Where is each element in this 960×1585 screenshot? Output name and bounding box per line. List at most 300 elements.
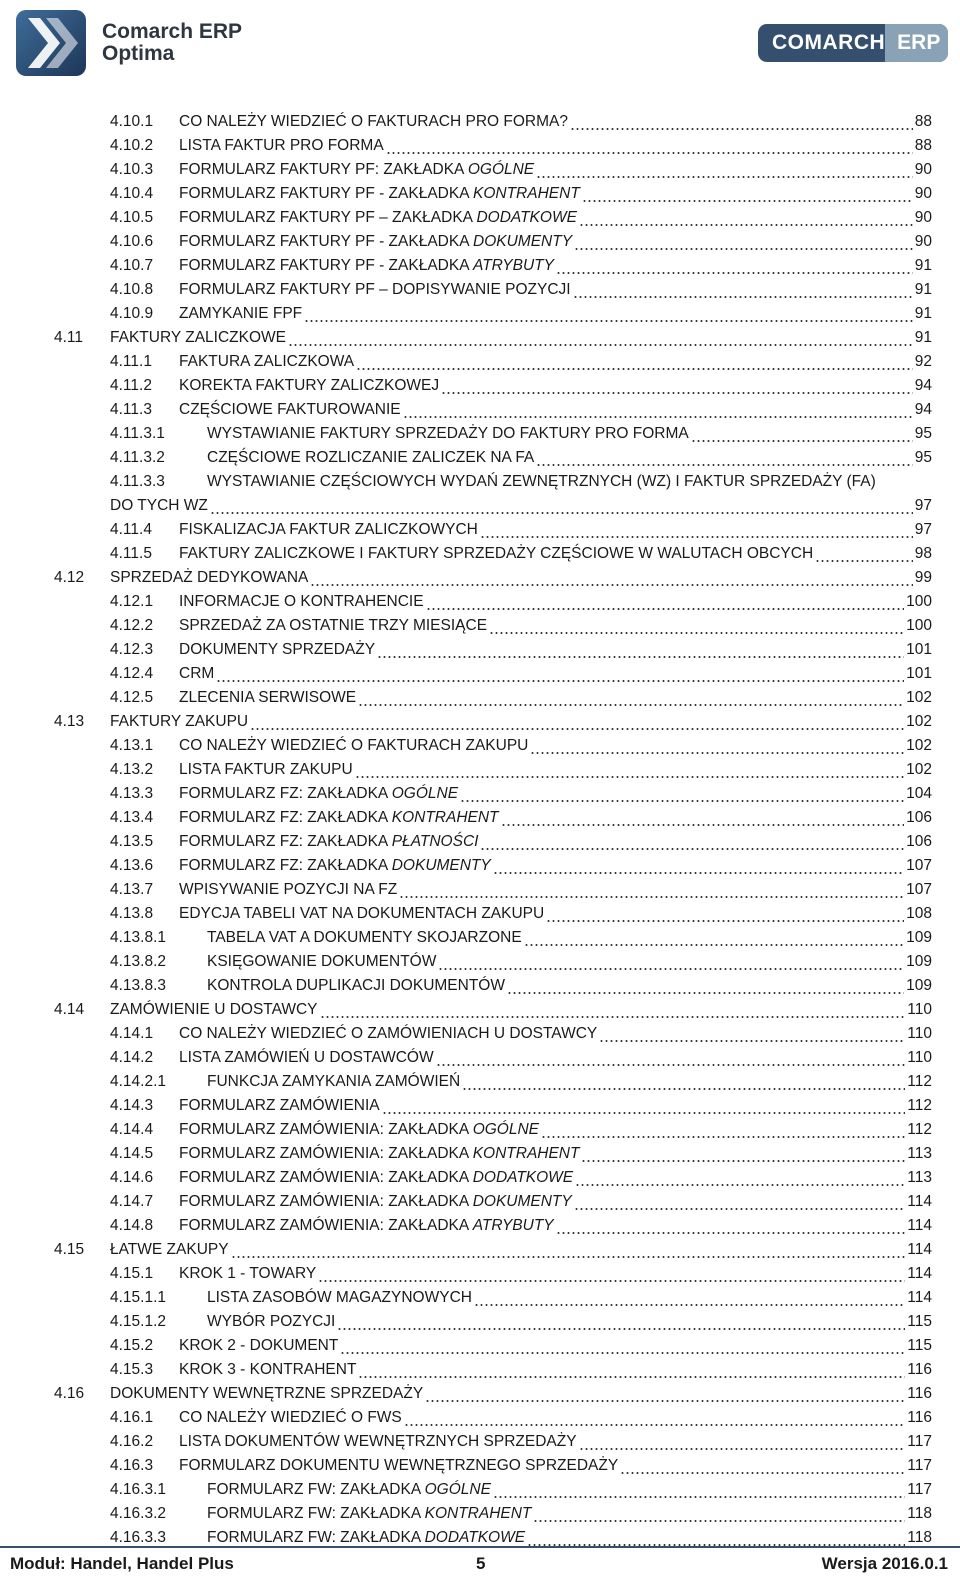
toc-entry-title: [207, 974, 505, 998]
toc-entry-title-text: KROK 3 - KONTRAHENT: [179, 1361, 357, 1378]
toc-entry-number: 4.10.2: [110, 137, 154, 154]
footer-module: Moduł: Handel, Handel Plus: [10, 1554, 234, 1573]
toc-entry[interactable]: [0, 1382, 960, 1406]
toc-entry-number: 4.10.4: [110, 185, 154, 202]
toc-entry-page: 109: [906, 929, 932, 946]
toc-entry-number: 4.11.4: [110, 521, 152, 538]
toc-entry[interactable]: [0, 374, 960, 398]
toc-entry-page: 114: [907, 1193, 932, 1210]
toc-entry-page: 100: [906, 617, 932, 634]
toc-entry-page: 107: [906, 881, 932, 898]
toc-entry-title: [179, 758, 353, 782]
toc-entry-number: 4.12.5: [110, 689, 154, 706]
toc-entry-title: [207, 1478, 491, 1502]
toc-dot-leader: [524, 926, 904, 950]
toc-entry-page: 114: [907, 1217, 932, 1234]
toc-entry-title-text: FORMULARZ FZ: ZAKŁADKA: [179, 809, 392, 826]
toc-entry-title-italic: KONTRAHENT: [424, 1505, 532, 1522]
toc-entry-title: [207, 446, 534, 470]
toc-entry[interactable]: [0, 1406, 960, 1430]
toc-entry[interactable]: [0, 398, 960, 422]
toc-entry-title-text: FORMULARZ ZAMÓWIENIA: ZAKŁADKA: [179, 1121, 473, 1138]
toc-dot-leader: [579, 1430, 906, 1454]
toc-dot-leader: [288, 326, 913, 350]
toc-entry-title: [179, 302, 302, 326]
toc-entry-title-text: FORMULARZ FZ: ZAKŁADKA: [179, 857, 392, 874]
toc-entry-title-text: FORMULARZ FAKTURY PF - ZAKŁADKA: [179, 233, 473, 250]
toc-entry-number: 4.12.2: [110, 617, 154, 634]
toc-entry-page: 107: [906, 857, 932, 874]
toc-entry-title: [179, 1454, 618, 1478]
toc-entry-number: 4.15.3: [110, 1361, 154, 1378]
toc-entry-number: 4.14.2.1: [110, 1073, 167, 1090]
toc-entry-number: 4.16.3.1: [110, 1481, 167, 1498]
toc-entry-number: 4.14: [54, 1001, 85, 1018]
toc-entry-page: 113: [907, 1145, 932, 1162]
toc-entry-title-text: DOKUMENTY WEWNĘTRZNE SPRZEDAŻY: [110, 1385, 424, 1402]
footer-page-number: 5: [476, 1554, 486, 1573]
toc-dot-leader: [556, 1214, 906, 1238]
page-header: [0, 0, 960, 90]
toc-entry-page: 90: [914, 233, 932, 250]
toc-entry-page: 95: [914, 425, 932, 442]
toc-entry[interactable]: [0, 806, 960, 830]
toc-dot-leader: [358, 686, 904, 710]
toc-entry-title-text: FORMULARZ DOKUMENTU WEWNĘTRZNEGO SPRZEDAŻY: [179, 1457, 619, 1474]
toc-entry-number: 4.13.8: [110, 905, 154, 922]
toc-entry-title-text: CO NALEŻY WIEDZIEĆ O FAKTURACH PRO FORMA?: [179, 113, 568, 130]
toc-entry-title-text: KSIĘGOWANIE DOKUMENTÓW: [207, 953, 437, 970]
toc-entry-title-text: CO NALEŻY WIEDZIEĆ O FWS: [179, 1409, 402, 1426]
toc-dot-leader: [320, 998, 906, 1022]
toc-dot-leader: [541, 1118, 905, 1142]
toc-entry-title: [179, 1022, 597, 1046]
toc-entry-title: [179, 1046, 434, 1070]
toc-entry-page: 110: [907, 1001, 932, 1018]
toc-entry[interactable]: [0, 1022, 960, 1046]
toc-entry[interactable]: [0, 494, 960, 518]
toc-entry-page: 92: [914, 353, 932, 370]
toc-entry-number: 4.13.1: [110, 737, 154, 754]
toc-entry-title: [110, 710, 248, 734]
toc-entry-page: 109: [906, 953, 932, 970]
toc-entry-page: 115: [907, 1313, 932, 1330]
toc-entry-title: [179, 1406, 402, 1430]
toc-entry-page: 94: [914, 401, 932, 418]
toc-entry-number: 4.14.2: [110, 1049, 154, 1066]
toc-entry-page: 118: [907, 1505, 932, 1522]
toc-dot-leader: [579, 206, 913, 230]
toc-entry-title-text: FORMULARZ FW: ZAKŁADKA: [207, 1481, 425, 1498]
toc-entry-number: 4.16.3: [110, 1457, 154, 1474]
toc-entry-title-text: FORMULARZ FW: ZAKŁADKA: [207, 1529, 425, 1546]
toc-entry-title: [179, 1118, 539, 1142]
toc-entry-number: 4.11.2: [110, 377, 152, 394]
toc-entry-title-text: WYSTAWIANIE CZĘŚCIOWYCH WYDAŃ ZEWNĘTRZNYCH (WZ) I FAKTUR SPRZEDAŻY (FA): [207, 473, 876, 490]
toc-dot-leader: [536, 446, 912, 470]
page-footer: [0, 1546, 960, 1585]
toc-entry[interactable]: [0, 878, 960, 902]
toc-entry-title-text: FORMULARZ FZ: ZAKŁADKA: [179, 833, 392, 850]
toc-entry[interactable]: [0, 638, 960, 662]
toc-entry[interactable]: [0, 1190, 960, 1214]
toc-entry-title-text: FORMULARZ ZAMÓWIENIA: ZAKŁADKA: [179, 1193, 473, 1210]
toc-entry[interactable]: [0, 182, 960, 206]
toc-entry-title: [110, 1382, 423, 1406]
toc-entry-number: 4.16.3.3: [110, 1529, 167, 1546]
toc-entry-page: 114: [907, 1289, 932, 1306]
toc-entry[interactable]: [0, 1094, 960, 1118]
toc-entry[interactable]: [0, 1478, 960, 1502]
toc-entry-number: 4.14.4: [110, 1121, 154, 1138]
toc-entry-number: 4.12.3: [110, 641, 154, 658]
toc-entry-title-text: CZĘŚCIOWE ROZLICZANIE ZALICZEK NA FA: [207, 449, 535, 466]
toc-entry-page: 108: [906, 905, 932, 922]
toc-entry-title-text: FORMULARZ ZAMÓWIENIA: [179, 1097, 380, 1114]
toc-entry-title-text: ŁATWE ZAKUPY: [110, 1241, 229, 1258]
toc-entry-number: 4.16.1: [110, 1409, 154, 1426]
toc-entry-title-text: ZAMYKANIE FPF: [179, 305, 303, 322]
toc-entry[interactable]: [0, 1334, 960, 1358]
toc-entry-title: [179, 854, 491, 878]
toc-entry-page: 116: [907, 1385, 932, 1402]
toc-dot-leader: [462, 1070, 905, 1094]
toc-entry-page: 91: [914, 257, 932, 274]
toc-entry-title-italic: OGÓLNE: [472, 1121, 540, 1138]
toc-entry-title: [179, 686, 356, 710]
toc-entry-number: 4.14.7: [110, 1193, 154, 1210]
toc-dot-leader: [582, 182, 913, 206]
toc-entry-title: [179, 350, 354, 374]
toc-entry-title-italic: OGÓLNE: [467, 161, 535, 178]
toc-entry-number: 4.13.7: [110, 881, 154, 898]
toc-entry-page: 116: [907, 1361, 932, 1378]
toc-entry-title-text: CO NALEŻY WIEDZIEĆ O ZAMÓWIENIACH U DOSTAWCY: [179, 1025, 598, 1042]
toc-entry-number: 4.11.3.2: [110, 449, 165, 466]
toc-entry-title-italic: KONTRAHENT: [391, 809, 499, 826]
toc-entry[interactable]: [0, 1118, 960, 1142]
comarch-erp-optima-logo: [14, 8, 242, 78]
toc-entry-number: 4.10.9: [110, 305, 154, 322]
toc-dot-leader: [441, 374, 913, 398]
toc-entry-title: [207, 470, 876, 494]
toc-entry-title-text: DO TYCH WZ: [110, 497, 208, 514]
toc-entry[interactable]: [0, 662, 960, 686]
toc-entry-title-text: FORMULARZ FAKTURY PF - ZAKŁADKA: [179, 257, 473, 274]
toc-entry-page: 104: [906, 785, 932, 802]
toc-entry-page: 99: [914, 569, 932, 586]
toc-entry-number: 4.13.5: [110, 833, 154, 850]
toc-entry[interactable]: [0, 1286, 960, 1310]
toc-entry-title-italic: KONTRAHENT: [472, 1145, 580, 1162]
toc-entry[interactable]: [0, 758, 960, 782]
toc-dot-leader: [403, 398, 913, 422]
toc-dot-leader: [250, 710, 904, 734]
toc-entry-page: 90: [914, 185, 932, 202]
toc-entry-title: [179, 1214, 554, 1238]
toc-entry[interactable]: [0, 854, 960, 878]
toc-entry-title-text: FORMULARZ ZAMÓWIENIA: ZAKŁADKA: [179, 1169, 473, 1186]
toc-entry-title-text: FAKTURY ZAKUPU: [110, 713, 249, 730]
toc-entry-number: 4.13: [54, 713, 85, 730]
toc-entry[interactable]: [0, 902, 960, 926]
toc-entry[interactable]: [0, 542, 960, 566]
toc-entry[interactable]: [0, 1046, 960, 1070]
toc-entry-title-text: LISTA DOKUMENTÓW WEWNĘTRZNYCH SPRZEDAŻY: [179, 1433, 577, 1450]
toc-entry-title-text: LISTA ZAMÓWIEŃ U DOSTAWCÓW: [179, 1049, 434, 1066]
brand-name: COMARCH: [772, 31, 886, 54]
toc-entry[interactable]: [0, 1358, 960, 1382]
toc-entry-number: 4.14.8: [110, 1217, 154, 1234]
toc-entry-number: 4.10.8: [110, 281, 154, 298]
toc-entry-title-italic: DODATKOWE: [472, 1169, 574, 1186]
toc-entry-number: 4.13.3: [110, 785, 154, 802]
toc-entry-number: 4.10.3: [110, 161, 154, 178]
toc-dot-leader: [404, 1406, 906, 1430]
toc-entry-number: 4.11.3.1: [110, 425, 165, 442]
toc-entry-number: 4.16.2: [110, 1433, 154, 1450]
toc-entry-title-text: CZĘŚCIOWE FAKTUROWANIE: [179, 401, 401, 418]
toc-entry-title: [179, 590, 424, 614]
toc-entry-number: 4.13.4: [110, 809, 154, 826]
toc-entry-title-italic: OGÓLNE: [391, 785, 459, 802]
toc-entry-title-text: EDYCJA TABELI VAT NA DOKUMENTACH ZAKUPU: [179, 905, 545, 922]
logo-line-2: Optima: [102, 42, 175, 65]
toc-entry-page: 117: [907, 1433, 932, 1450]
toc-dot-leader: [489, 614, 904, 638]
toc-entry-title: [179, 110, 568, 134]
toc-entry-page: 94: [914, 377, 932, 394]
toc-dot-leader: [480, 518, 913, 542]
toc-entry-title-italic: OGÓLNE: [424, 1481, 491, 1498]
toc-entry-title-text: FORMULARZ FAKTURY PF – DOPISYWANIE POZYCJI: [179, 281, 571, 298]
toc-entry-number: 4.10.5: [110, 209, 154, 226]
toc-entry[interactable]: [0, 1310, 960, 1334]
toc-entry-title: [179, 254, 554, 278]
toc-entry[interactable]: [0, 278, 960, 302]
toc-entry-page: 117: [907, 1457, 932, 1474]
toc-entry-title: [179, 398, 401, 422]
toc-dot-leader: [304, 302, 913, 326]
toc-dot-leader: [426, 590, 905, 614]
toc-entry[interactable]: [0, 1166, 960, 1190]
toc-entry-number: 4.13.8.2: [110, 953, 167, 970]
toc-entry-page: 114: [907, 1265, 932, 1282]
toc-dot-leader: [436, 1046, 906, 1070]
toc-entry[interactable]: [0, 110, 960, 134]
toc-entry-number: 4.16.3.2: [110, 1505, 167, 1522]
toc-entry-title-text: FORMULARZ FAKTURY PF - ZAKŁADKA: [179, 185, 473, 202]
toc-entry-page: 112: [907, 1121, 932, 1138]
toc-entry-title-italic: ATRYBUTY: [472, 1217, 554, 1234]
toc-entry-page: 91: [914, 305, 932, 322]
toc-entry-title-text: FAKTURY ZALICZKOWE: [110, 329, 286, 346]
toc-entry-title: [179, 1166, 573, 1190]
toc-entry-number: 4.13.8.1: [110, 929, 167, 946]
toc-entry-page: 118: [907, 1529, 932, 1546]
toc-dot-leader: [501, 806, 905, 830]
toc-entry[interactable]: [0, 1262, 960, 1286]
toc-entry-title-text: FISKALIZACJA FAKTUR ZALICZKOWYCH: [179, 521, 478, 538]
toc-dot-leader: [358, 1358, 905, 1382]
toc-entry[interactable]: [0, 350, 960, 374]
toc-entry-page: 102: [906, 713, 932, 730]
toc-entry[interactable]: [0, 422, 960, 446]
comarch-erp-badge: [758, 24, 948, 62]
toc-entry-number: 4.14.1: [110, 1025, 154, 1042]
toc-entry-page: 109: [906, 977, 932, 994]
toc-entry[interactable]: [0, 206, 960, 230]
toc-entry[interactable]: [0, 710, 960, 734]
toc-entry-page: 97: [914, 497, 932, 514]
toc-entry[interactable]: [0, 1214, 960, 1238]
toc-entry-page: 102: [906, 689, 932, 706]
toc-entry-title-text: SPRZEDAŻ ZA OSTATNIE TRZY MIESIĄCE: [179, 617, 488, 634]
toc-entry-number: 4.14.5: [110, 1145, 154, 1162]
toc-entry-title-text: LISTA FAKTUR PRO FORMA: [179, 137, 384, 154]
toc-dot-leader: [438, 950, 904, 974]
toc-entry[interactable]: [0, 302, 960, 326]
toc-entry[interactable]: [0, 254, 960, 278]
toc-entry[interactable]: [0, 782, 960, 806]
toc-entry-number: 4.12: [54, 569, 85, 586]
toc-entry[interactable]: [0, 926, 960, 950]
toc-entry-title-italic: PŁATNOŚCI: [391, 833, 479, 850]
toc-entry-title: [179, 542, 813, 566]
toc-entry-title: [207, 1310, 335, 1334]
toc-entry-number: 4.15.1: [110, 1265, 154, 1282]
toc-entry-number: 4.16: [54, 1385, 85, 1402]
toc-entry-page: 115: [907, 1337, 932, 1354]
toc-entry-title-text: FORMULARZ ZAMÓWIENIA: ZAKŁADKA: [179, 1145, 473, 1162]
toc-entry-title-text: FORMULARZ ZAMÓWIENIA: ZAKŁADKA: [179, 1217, 473, 1234]
toc-entry-page: 102: [906, 737, 932, 754]
toc-entry-title: [179, 158, 534, 182]
toc-entry[interactable]: [0, 686, 960, 710]
toc-entry-number: 4.13.8.3: [110, 977, 167, 994]
toc-entry-title: [179, 206, 577, 230]
toc-entry-page: 88: [914, 137, 932, 154]
toc-dot-leader: [574, 230, 913, 254]
table-of-contents: [0, 110, 960, 1550]
toc-entry[interactable]: [0, 614, 960, 638]
toc-entry-page: 106: [906, 809, 932, 826]
toc-entry-title-text: KONTROLA DUPLIKACJI DOKUMENTÓW: [207, 977, 505, 994]
toc-entry-page: 101: [906, 665, 932, 682]
toc-entry-title: [110, 998, 318, 1022]
toc-entry[interactable]: [0, 158, 960, 182]
toc-entry-number: 4.10.1: [110, 113, 154, 130]
toc-dot-leader: [231, 1238, 906, 1262]
toc-entry[interactable]: [0, 1238, 960, 1262]
toc-entry-title: [179, 638, 375, 662]
toc-entry[interactable]: [0, 470, 960, 494]
toc-entry[interactable]: [0, 830, 960, 854]
toc-dot-leader: [210, 494, 913, 518]
toc-dot-leader: [399, 878, 904, 902]
toc-entry-title-italic: DOKUMENTY: [472, 1193, 572, 1210]
toc-entry-number: 4.11.3.3: [110, 473, 165, 490]
footer-version: Wersja 2016.0.1: [821, 1554, 948, 1573]
toc-entry-title: [179, 1334, 338, 1358]
toc-entry-page: 106: [906, 833, 932, 850]
toc-entry-number: 4.11.3: [110, 401, 152, 418]
toc-entry[interactable]: [0, 1430, 960, 1454]
toc-entry[interactable]: [0, 326, 960, 350]
toc-entry-page: 101: [906, 641, 932, 658]
toc-entry[interactable]: [0, 446, 960, 470]
toc-entry[interactable]: [0, 518, 960, 542]
toc-entry-number: 4.14.3: [110, 1097, 154, 1114]
toc-entry-number: 4.10.7: [110, 257, 154, 274]
toc-entry-number: 4.11: [54, 329, 84, 346]
toc-entry-page: 90: [914, 209, 932, 226]
toc-entry[interactable]: [0, 1142, 960, 1166]
toc-entry-title-text: WPISYWANIE POZYCJI NA FZ: [179, 881, 398, 898]
toc-entry-title: [179, 278, 571, 302]
toc-entry-title-text: FORMULARZ FAKTURY PF – ZAKŁADKA: [179, 209, 477, 226]
toc-entry-title: [179, 878, 397, 902]
toc-entry-title-text: WYBÓR POZYCJI: [207, 1313, 336, 1330]
toc-entry[interactable]: [0, 590, 960, 614]
toc-entry-title: [179, 1430, 577, 1454]
toc-dot-leader: [216, 662, 904, 686]
toc-dot-leader: [377, 638, 904, 662]
toc-entry[interactable]: [0, 974, 960, 998]
toc-entry[interactable]: [0, 734, 960, 758]
toc-entry[interactable]: [0, 1070, 960, 1094]
toc-entry[interactable]: [0, 1502, 960, 1526]
toc-entry[interactable]: [0, 134, 960, 158]
toc-entry-title: [110, 494, 208, 518]
toc-entry[interactable]: [0, 1454, 960, 1478]
toc-entry[interactable]: [0, 230, 960, 254]
toc-entry-title: [179, 1094, 380, 1118]
toc-dot-leader: [337, 1310, 905, 1334]
toc-entry-title-text: WYSTAWIANIE FAKTURY SPRZEDAŻY DO FAKTURY PRO FORMA: [207, 425, 689, 442]
toc-entry-title-text: KROK 2 - DOKUMENT: [179, 1337, 339, 1354]
toc-dot-leader: [355, 758, 904, 782]
toc-entry-title-text: FAKTURA ZALICZKOWA: [179, 353, 355, 370]
toc-entry[interactable]: [0, 566, 960, 590]
toc-entry-title-text: LISTA ZASOBÓW MAGAZYNOWYCH: [207, 1289, 472, 1306]
toc-entry-number: 4.15.2: [110, 1337, 154, 1354]
toc-dot-leader: [474, 1286, 905, 1310]
toc-entry-title-text: FORMULARZ FW: ZAKŁADKA: [207, 1505, 425, 1522]
toc-entry-title-text: FORMULARZ FZ: ZAKŁADKA: [179, 785, 392, 802]
toc-entry-page: 102: [906, 761, 932, 778]
toc-entry[interactable]: [0, 998, 960, 1022]
toc-entry-title-text: INFORMACJE O KONTRAHENCIE: [179, 593, 424, 610]
toc-entry-title: [179, 518, 478, 542]
toc-entry-page: 116: [907, 1409, 932, 1426]
toc-entry-title-text: FORMULARZ FAKTURY PF: ZAKŁADKA: [179, 161, 468, 178]
toc-entry-page: 98: [914, 545, 932, 562]
toc-dot-leader: [310, 566, 912, 590]
toc-dot-leader: [536, 158, 913, 182]
toc-entry-page: 88: [914, 113, 932, 130]
toc-entry-number: 4.12.1: [110, 593, 154, 610]
toc-entry-title-text: CO NALEŻY WIEDZIEĆ O FAKTURACH ZAKUPU: [179, 737, 529, 754]
toc-dot-leader: [480, 830, 904, 854]
toc-entry-title-italic: DODATKOWE: [424, 1529, 526, 1546]
toc-entry[interactable]: [0, 950, 960, 974]
toc-entry-title: [110, 1238, 229, 1262]
toc-dot-leader: [575, 1166, 905, 1190]
toc-entry-title-text: KROK 1 - TOWARY: [179, 1265, 317, 1282]
toc-entry-title-italic: DOKUMENTY: [391, 857, 491, 874]
toc-dot-leader: [356, 350, 913, 374]
